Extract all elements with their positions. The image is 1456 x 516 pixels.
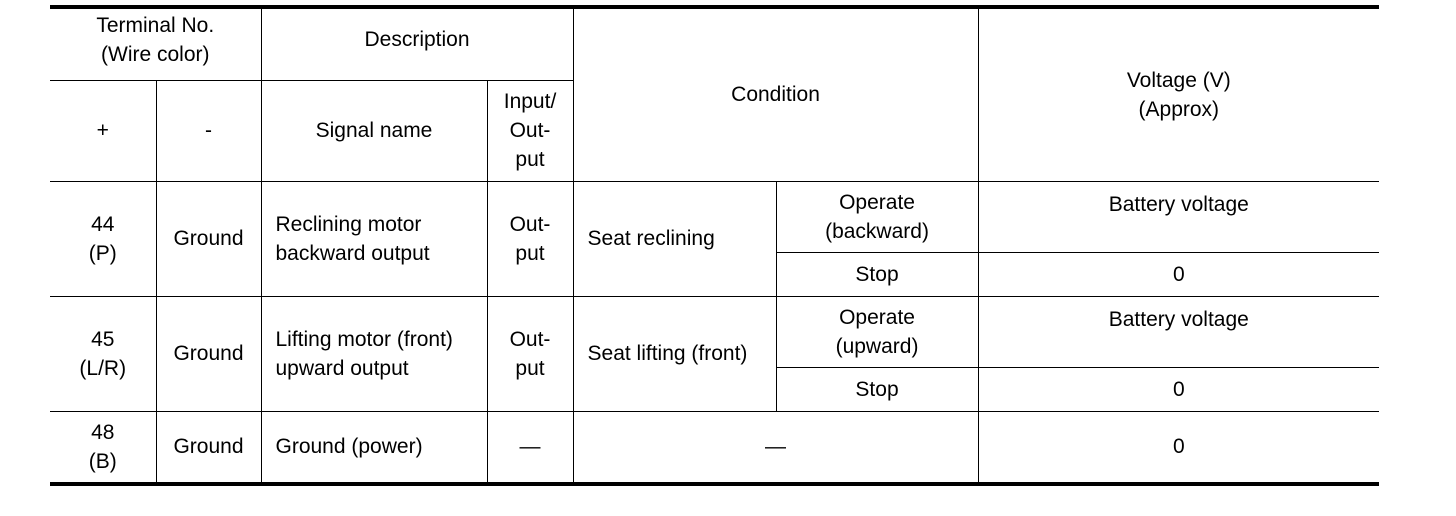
voltage-cell [978,367,1379,411]
header-io-line1: Input/ [503,90,557,113]
state-line1: Operate [839,305,915,329]
io-line1: Out- [509,327,551,351]
signal-name-line2: upward output [275,356,409,380]
io-cell [487,181,573,296]
voltage-cell [978,252,1379,296]
minus-terminal: Ground [173,227,244,250]
wire-color: (L/R) [79,356,127,380]
voltage-value: 0 [1172,435,1185,459]
io-line2: put [515,241,545,265]
state-line2: (upward) [835,334,919,358]
signal-name-line1: Ground (power) [275,435,423,459]
minus-terminal: Ground [173,435,244,459]
io-line1: Out- [509,212,551,236]
terminal-number: 44 [91,212,115,236]
state-cell [776,296,978,367]
state-line1: Operate [839,190,915,214]
minus-terminal-cell [156,296,261,411]
signal-name-line2: backward output [275,241,430,265]
header-minus-label: - [205,119,212,142]
terminal-number: 45 [91,327,115,351]
io-line2: put [515,356,545,380]
condition-cell [573,411,978,484]
signal-name-line1: Lifting motor (front) [275,327,453,351]
state-cell [776,367,978,411]
header-plus-label: + [96,119,109,142]
header-description [261,7,573,80]
state-line1: Stop [855,262,899,286]
header-terminal-line2: (Wire color) [101,43,210,66]
condition-label: Seat lifting (front) [587,342,748,365]
terminal-spec-table [50,5,1379,486]
signal-name-cell [261,181,487,296]
wire-color: (B) [88,449,117,473]
table-row [50,296,1379,367]
state-line2: (backward) [825,219,929,243]
state-cell [776,252,978,296]
header-terminal-line1: Terminal No. [96,14,215,37]
voltage-cell [978,296,1379,367]
signal-name-cell [261,411,487,484]
header-signal-name [261,80,487,181]
voltage-cell [978,181,1379,252]
header-condition [573,7,978,181]
table-row [50,411,1379,484]
condition-label: — [765,435,787,459]
header-io [487,80,573,181]
header-plus [50,80,156,181]
voltage-value: 0 [1172,377,1185,401]
terminal-number: 48 [91,420,115,444]
terminal-cell [50,296,156,411]
terminal-cell [50,181,156,296]
terminal-cell [50,411,156,484]
signal-name-cell [261,296,487,411]
voltage-cell [978,411,1379,484]
minus-terminal: Ground [173,342,244,365]
io-value: — [519,435,541,459]
state-line1: Stop [855,377,899,401]
io-cell [487,296,573,411]
io-cell [487,411,573,484]
header-row-1 [50,7,1379,80]
header-voltage-line2: (Approx) [1138,97,1220,121]
header-voltage-line1: Voltage (V) [1126,68,1231,92]
voltage-value: 0 [1172,262,1185,286]
voltage-value: Battery voltage [1108,192,1249,216]
condition-label: Seat reclining [587,227,715,250]
header-condition-label: Condition [731,83,820,107]
header-signal-name-label: Signal name [315,119,433,142]
condition-cell [573,296,776,411]
header-io-line3: put [515,148,545,171]
wire-color: (P) [88,241,117,265]
minus-terminal-cell [156,181,261,296]
signal-name-line1: Reclining motor [275,212,422,236]
header-terminal-no [50,7,261,80]
condition-cell [573,181,776,296]
voltage-value: Battery voltage [1108,307,1249,331]
table-row [50,181,1379,252]
header-voltage [978,7,1379,181]
header-description-label: Description [364,28,470,51]
state-cell [776,181,978,252]
minus-terminal-cell [156,411,261,484]
header-io-line2: Out- [509,119,551,142]
header-minus [156,80,261,181]
